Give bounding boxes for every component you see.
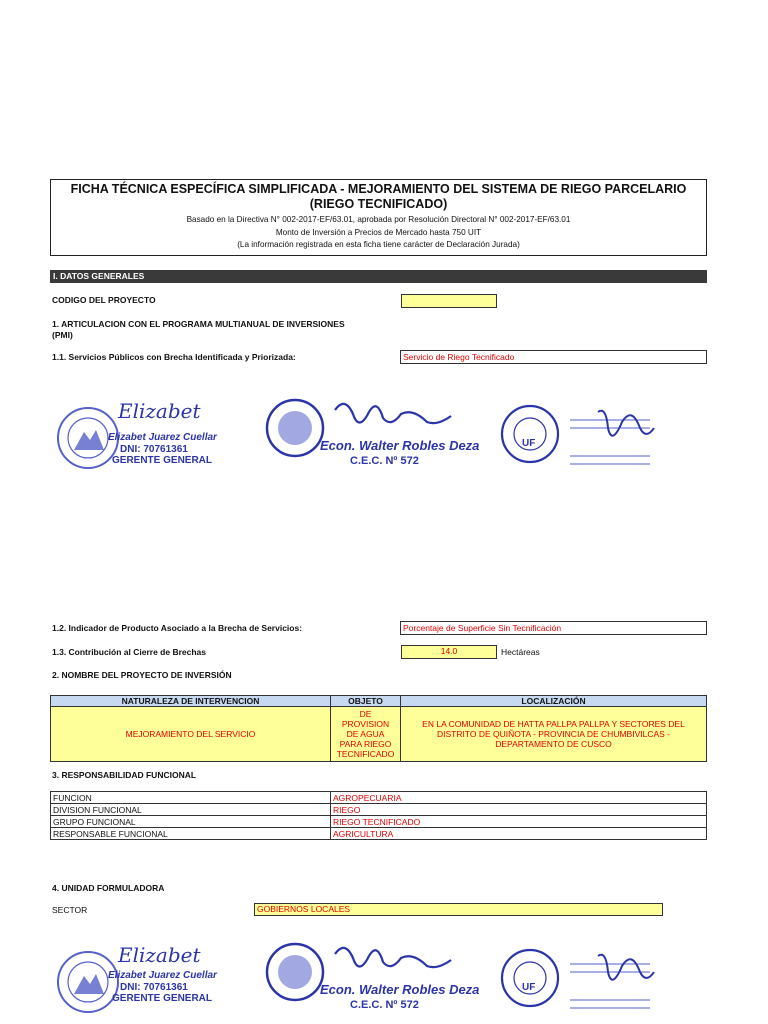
nombre-proyecto-title: 2. NOMBRE DEL PROYECTO DE INVERSIÓN bbox=[52, 670, 232, 680]
localizacion-line: EN LA COMUNIDAD DE HATTA PALLPA PALLPA Y SECTORES DEL bbox=[422, 719, 685, 729]
codigo-field[interactable] bbox=[401, 294, 497, 308]
objeto-value bbox=[331, 707, 401, 762]
stamp-walter bbox=[267, 944, 479, 1011]
pmi-label-line2: (PMI) bbox=[52, 330, 73, 340]
codigo-label: CODIGO DEL PROYECTO bbox=[52, 295, 156, 305]
pmi-label-line1: 1. ARTICULACION CON EL PROGRAMA MULTIANUAL DE INVERSIONES bbox=[52, 319, 345, 329]
funcion-label: FUNCION bbox=[51, 792, 331, 804]
responsable-value: AGRICULTURA bbox=[331, 828, 707, 840]
responsable-label: RESPONSABLE FUNCIONAL bbox=[51, 828, 331, 840]
section-datos-generales: I. DATOS GENERALES bbox=[50, 270, 707, 283]
stamp-uf bbox=[502, 950, 654, 1008]
objeto-line: PARA RIEGO bbox=[339, 739, 392, 749]
subtitle-directiva: Basado en la Directiva N° 002-2017-EF/63.01, aprobada por Resolución Directoral N° 002-2017-EF/63.01 bbox=[186, 215, 571, 224]
stamp-walter bbox=[267, 400, 479, 467]
indicador-label: 1.2. Indicador de Producto Asociado a la Brecha de Servicios: bbox=[52, 623, 303, 633]
title-line1: FICHA TÉCNICA ESPECÍFICA SIMPLIFICADA - MEJORAMIENTO DEL SISTEMA DE RIEGO PARCELARIO bbox=[70, 182, 687, 196]
division-value: RIEGO bbox=[331, 804, 707, 816]
sig1-dni: DNI: 70761361 bbox=[120, 982, 188, 993]
naturaleza-table bbox=[50, 695, 707, 762]
sig1-role: GERENTE GENERAL bbox=[112, 993, 213, 1004]
header-localizacion: LOCALIZACIÓN bbox=[401, 696, 707, 707]
table-row bbox=[51, 792, 707, 804]
servicios-label: 1.1. Servicios Públicos con Brecha Identificada y Priorizada: bbox=[52, 352, 296, 362]
header-naturaleza: NATURALEZA DE INTERVENCION bbox=[51, 696, 331, 707]
sig1-dni: DNI: 70761361 bbox=[120, 444, 188, 455]
sig2-reg: C.E.C. Nº 572 bbox=[350, 999, 419, 1011]
objeto-line: DE bbox=[359, 709, 372, 719]
sector-field[interactable]: GOBIERNOS LOCALES bbox=[254, 903, 663, 916]
stamp-row-1 bbox=[50, 392, 710, 492]
title-line2: (RIEGO TECNIFICADO) bbox=[309, 197, 448, 211]
sig1-role: GERENTE GENERAL bbox=[112, 455, 213, 466]
servicios-field[interactable]: Servicio de Riego Tecnificado bbox=[400, 350, 707, 364]
objeto-line: PROVISION bbox=[341, 719, 390, 729]
stamp-elizabet bbox=[58, 943, 218, 1012]
table-row bbox=[51, 804, 707, 816]
header-objeto: OBJETO bbox=[331, 696, 401, 707]
pmi-label bbox=[52, 319, 382, 341]
naturaleza-value: MEJORAMIENTO DEL SERVICIO bbox=[51, 707, 331, 762]
sig1-name: Elizabet Juarez Cuellar bbox=[108, 432, 217, 443]
grupo-value: RIEGO TECNIFICADO bbox=[331, 816, 707, 828]
naturaleza-data-row bbox=[51, 707, 707, 762]
funcion-value: AGROPECUARIA bbox=[331, 792, 707, 804]
objeto-line: TECNIFICADO bbox=[336, 749, 395, 759]
objeto-line: DE AGUA bbox=[346, 729, 385, 739]
title-box bbox=[50, 179, 707, 256]
sig1-script: Elizabet bbox=[118, 943, 201, 967]
table-row bbox=[51, 816, 707, 828]
localizacion-line: DISTRITO DE QUIÑOTA - PROVINCIA DE CHUMBIVILCAS - bbox=[437, 729, 670, 739]
responsabilidad-table bbox=[50, 791, 707, 840]
sig2-name: Econ. Walter Robles Deza bbox=[320, 438, 480, 453]
sig3-seal: UF bbox=[522, 438, 536, 449]
localizacion-value bbox=[401, 707, 707, 762]
subtitle-monto: Monto de Inversión a Precios de Mercado hasta 750 UIT bbox=[275, 227, 482, 237]
sig2-name: Econ. Walter Robles Deza bbox=[320, 982, 480, 997]
contribucion-label: 1.3. Contribución al Cierre de Brechas bbox=[52, 647, 206, 657]
division-label: DIVISION FUNCIONAL bbox=[51, 804, 331, 816]
sector-label: SECTOR bbox=[52, 905, 88, 915]
stamp-elizabet bbox=[58, 399, 218, 468]
responsabilidad-title: 3. RESPONSABILIDAD FUNCIONAL bbox=[52, 770, 197, 780]
sig1-name: Elizabet Juarez Cuellar bbox=[108, 970, 217, 981]
localizacion-line: DEPARTAMENTO DE CUSCO bbox=[495, 739, 612, 749]
grupo-label: GRUPO FUNCIONAL bbox=[51, 816, 331, 828]
sig2-reg: C.E.C. Nº 572 bbox=[350, 455, 419, 467]
sig1-script: Elizabet bbox=[118, 399, 201, 423]
naturaleza-header-row bbox=[51, 696, 707, 707]
stamp-row-2 bbox=[50, 936, 710, 1024]
unidad-formuladora-title: 4. UNIDAD FORMULADORA bbox=[52, 883, 165, 893]
subtitle-declaracion: (La información registrada en esta ficha tiene carácter de Declaración Jurada) bbox=[237, 240, 520, 249]
stamp-uf bbox=[502, 406, 654, 464]
indicador-field[interactable]: Porcentaje de Superficie Sin Tecnificación bbox=[400, 621, 707, 635]
table-row bbox=[51, 828, 707, 840]
contribucion-unit: Hectáreas bbox=[501, 647, 540, 657]
contribucion-field[interactable]: 14.0 bbox=[401, 645, 497, 659]
sig3-seal: UF bbox=[522, 982, 536, 993]
